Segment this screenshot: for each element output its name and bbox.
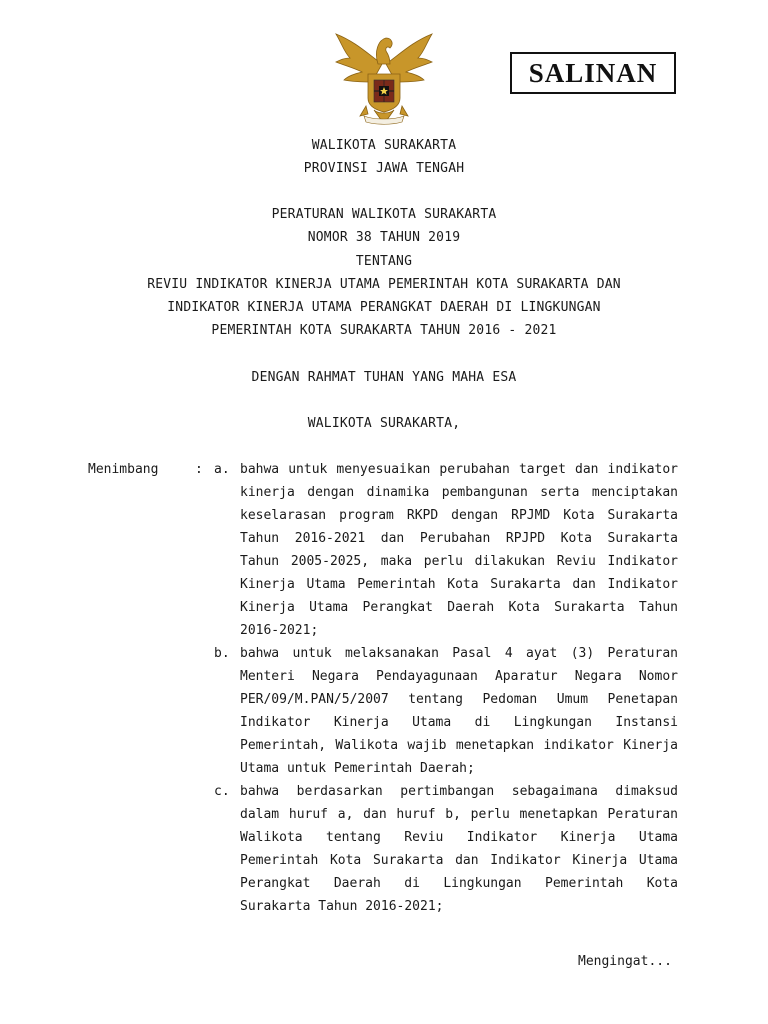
office-heading: WALIKOTA SURAKARTA (311, 138, 457, 153)
regulation-kind: PERATURAN WALIKOTA SURAKARTA (271, 207, 497, 222)
item-marker: a. (214, 462, 230, 477)
item-text: bahwa untuk melaksanakan Pasal 4 ayat (3) Peraturan Menteri Negara Pendayagunaan Aparatur Negara Nomor PER/09/M.PAN/5/2007 tentang Pedoman Umum Penetapan Indikator Kinerja Utama di Lingkungan Instansi Pemerintah, Walikota wajib menetapkan indikator Kinerja Utama untuk Pemerintah Daerah; (240, 646, 678, 776)
considering-label: Menimbang (88, 462, 159, 477)
continuation-note: Mengingat... (578, 954, 672, 969)
regulation-number: NOMOR 38 TAHUN 2019 (307, 230, 461, 245)
item-text: bahwa untuk menyesuaikan perubahan target dan indikator kinerja dengan dinamika pembangunan serta menciptakan keselarasan program RKPD dengan RPJMD Kota Surakarta Tahun 2016-2021 dan Perubahan RPJPD Kota Surakarta Tahun 2005-2025, maka perlu dilakukan Reviu Indikator Kinerja Utama Pemerintah Kota Surakarta dan Indikator Kinerja Utama Perangkat Daerah Kota Surakarta Tahun 2016-2021; (240, 462, 678, 638)
considering-section (88, 458, 688, 918)
issuer: WALIKOTA SURAKARTA, (307, 416, 461, 431)
invocation: DENGAN RAHMAT TUHAN YANG MAHA ESA (251, 370, 517, 385)
considering-colon: : (195, 462, 203, 477)
regulation-about: TENTANG (355, 254, 413, 269)
item-text: bahwa berdasarkan pertimbangan sebagaimana dimaksud dalam huruf a, dan huruf b, perlu menetapkan Peraturan Walikota tentang Reviu Indikator Kinerja Utama Pemerintah Kota Surakarta dan Indikator Kinerja Utama Perangkat Daerah di Lingkungan Pemerintah Kota Surakarta Tahun 2016-2021; (240, 784, 678, 914)
considering-item (88, 642, 688, 780)
province-heading: PROVINSI JAWA TENGAH (303, 161, 465, 176)
considering-item (88, 780, 688, 918)
item-marker: b. (214, 646, 230, 661)
garuda-emblem (328, 24, 440, 128)
salinan-stamp: SALINAN (510, 52, 676, 94)
considering-item (88, 458, 688, 642)
regulation-title-line: INDIKATOR KINERJA UTAMA PERANGKAT DAERAH DI LINGKUNGAN (167, 300, 601, 315)
regulation-title-line: PEMERINTAH KOTA SURAKARTA TAHUN 2016 - 2021 (211, 323, 557, 338)
item-marker: c. (214, 784, 230, 799)
regulation-title-line: REVIU INDIKATOR KINERJA UTAMA PEMERINTAH KOTA SURAKARTA DAN (147, 277, 621, 292)
